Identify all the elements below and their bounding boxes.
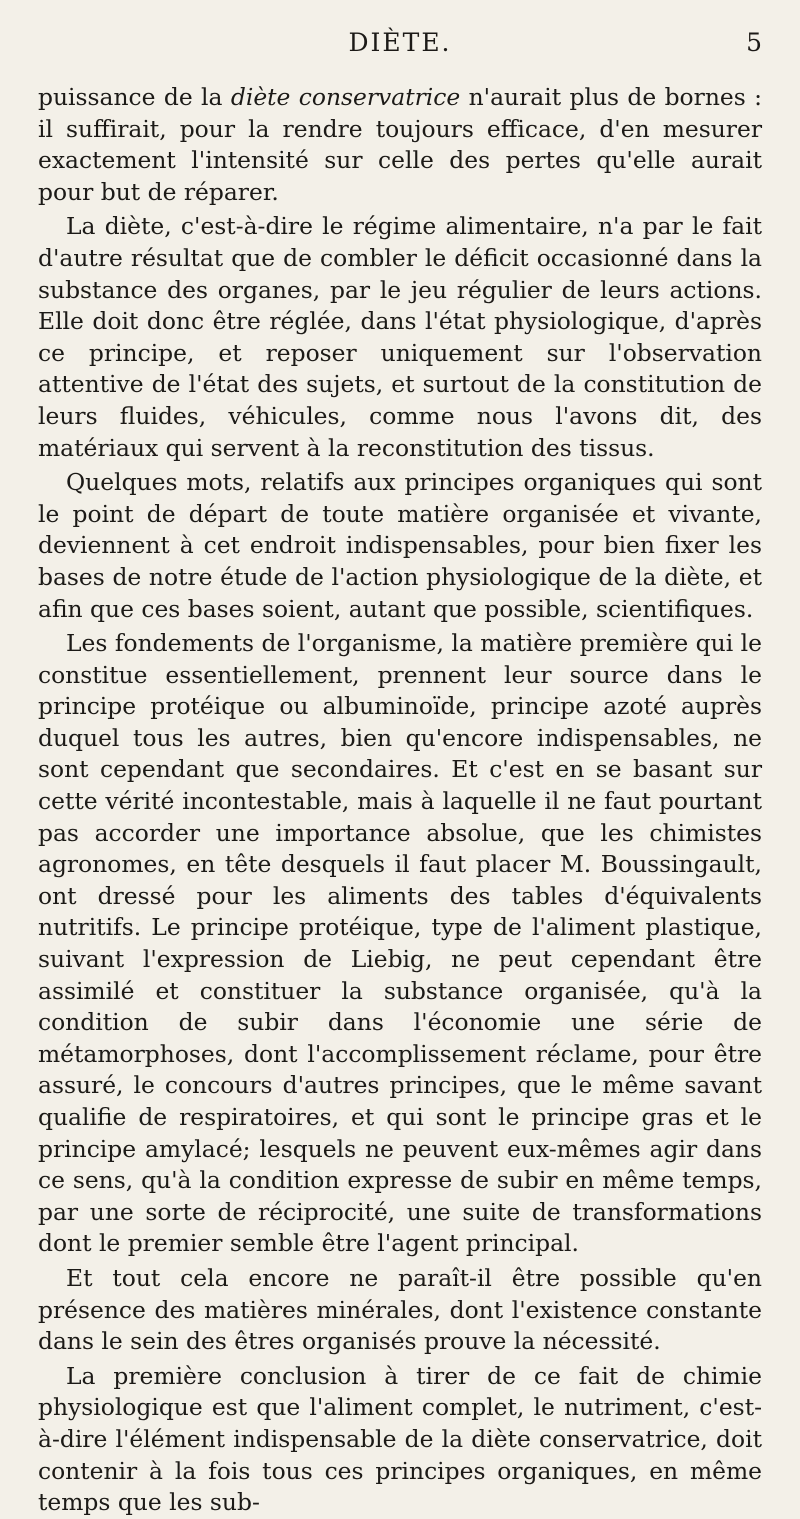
body-text xyxy=(38,82,762,1519)
page-number: 5 xyxy=(746,28,762,57)
paragraph-1-rest: n'aurait plus de bornes : il suffirait, pour la rendre toujours efficace, d'en mesurer exactement l'intensité sur celle des pertes qu'elle aurait pour but de réparer. xyxy=(38,83,762,206)
running-title: DIÈTE. xyxy=(348,28,452,57)
paragraph-4: Les fondements de l'organisme, la matière première qui le constitue essentiellement, prennent leur source dans le principe protéique ou albuminoïde, principe azoté auprès duquel tous les autres, bien qu'encore indispensables, ne sont cependant que secondaires. Et c'est en se basant sur cette vérité incontestable, mais à laquelle il ne faut pourtant pas accorder une importance absolue, que les chimistes agronomes, en tête desquels il faut placer M. Boussingault, ont dressé pour les aliments des tables d'équivalents nutritifs. Le principe protéique, type de l'aliment plastique, suivant l'expression de Liebig, ne peut cependant être assimilé et constituer la substance organisée, qu'à la condition de subir dans l'économie une série de métamorphoses, dont l'accomplissement réclame, pour être assuré, le concours d'autres principes, que le même savant qualifie de respiratoires, et qui sont le principe gras et le principe amylacé; lesquels ne peuvent eux-mêmes agir dans ce sens, qu'à la condition expresse de subir en même temps, par une sorte de réciprocité, une suite de transformations dont le premier semble être l'agent principal. xyxy=(38,629,762,1258)
paragraph-1-start: puissance de la xyxy=(38,83,231,111)
paragraph-5: Et tout cela encore ne paraît-il être possible qu'en présence des matières minérales, dont l'existence constante dans le sein des êtres organisés prouve la nécessité. xyxy=(38,1263,762,1356)
page-header xyxy=(38,28,762,68)
paragraph-2: La diète, c'est-à-dire le régime alimentaire, n'a par le fait d'autre résultat que de combler le déficit occasionné dans la substance des organes, par le jeu régulier de leurs actions. Elle doit donc être réglée, dans l'état physiologique, d'après ce principe, et reposer uniquement sur l'observation attentive de l'état des sujets, et surtout de la constitution de leurs fluides, véhicules, comme nous l'avons dit, des matériaux qui servent à la reconstitution des tissus. xyxy=(38,212,762,462)
paragraph-3: Quelques mots, relatifs aux principes organiques qui sont le point de départ de toute matière organisée et vivante, deviennent à cet endroit indispensables, pour bien fixer les bases de notre étude de l'action physiologique de la diète, et afin que ces bases soient, autant que possible, scientifiques. xyxy=(38,468,762,623)
paragraph-6: La première conclusion à tirer de ce fait de chimie physiologique est que l'aliment complet, le nutriment, c'est-à-dire l'élément indispensable de la diète conservatrice, doit contenir à la fois tous ces principes organiques, en même temps que les sub- xyxy=(38,1361,762,1517)
italic-term: diète conservatrice xyxy=(230,83,461,111)
paragraph-1 xyxy=(38,82,762,208)
